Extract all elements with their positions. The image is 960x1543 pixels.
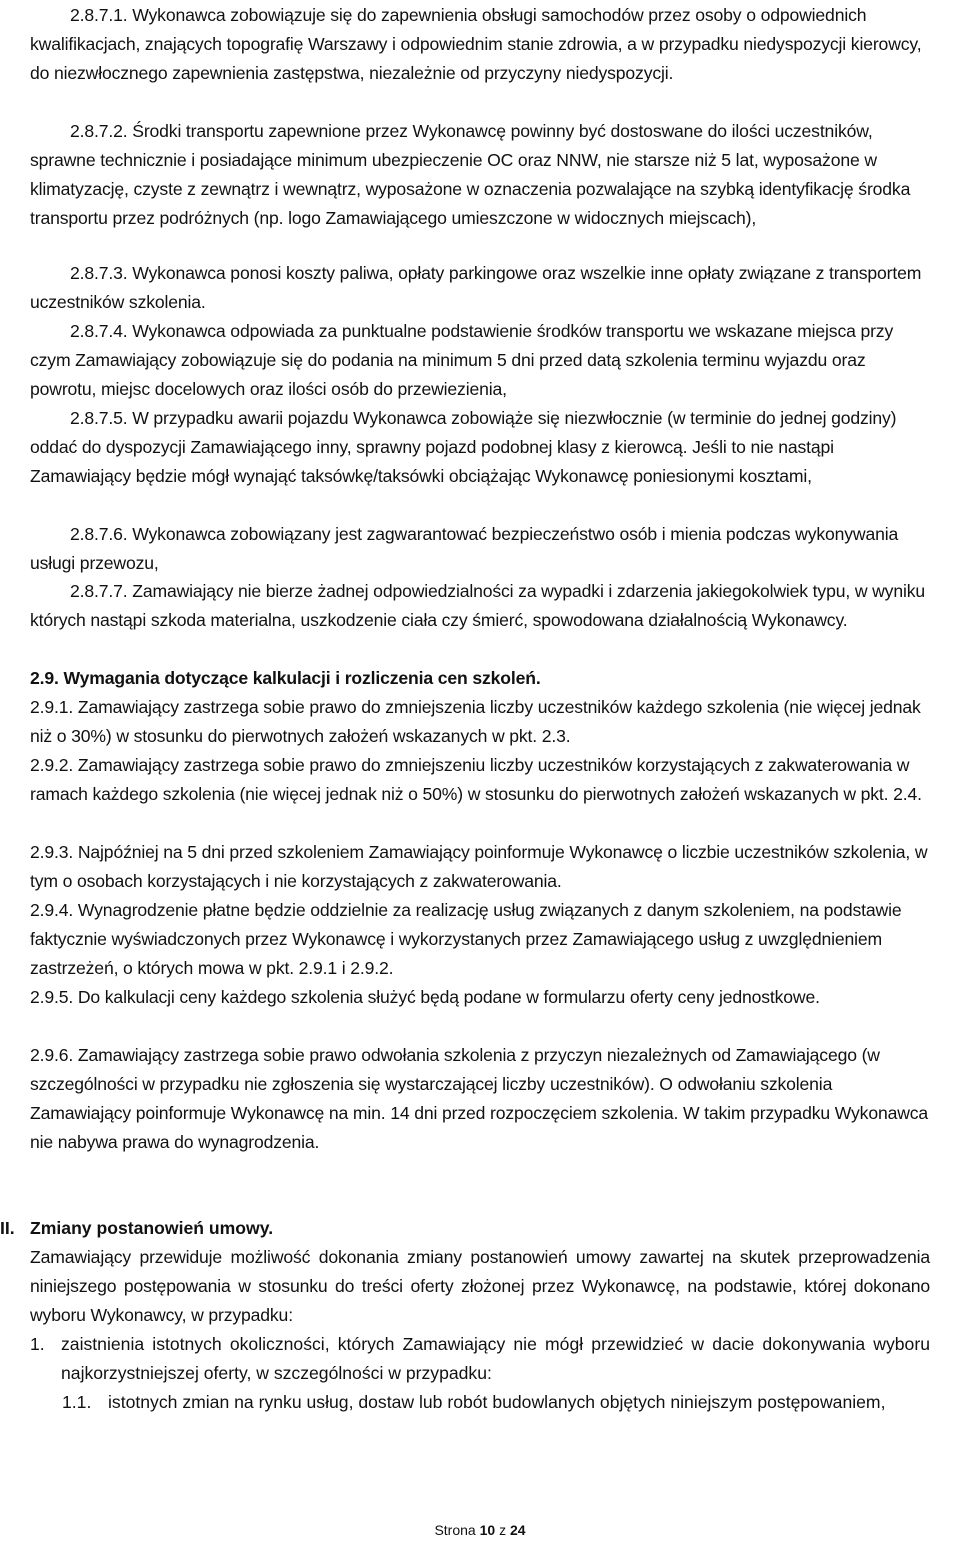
paragraph-2-8-7-3: 2.8.7.3. Wykonawca ponosi koszty paliwa, opłaty parkingowe oraz wszelkie inne opłaty związane z transportem uczestników szkolenia. xyxy=(30,263,922,312)
section-heading-ii xyxy=(0,1214,930,1243)
paragraph-2-8-7-2: 2.8.7.2. Środki transportu zapewnione przez Wykonawcę powinny być dostoswane do ilości uczestników, sprawne technicznie i posiadające minimum ubezpieczenie OC oraz NNW, nie starsze niż 5 lat, wyposażone w klimatyzację, czyste z zewnątrz i wewnątrz, wyposażone w oznaczenia pozwalające na szybką identyfikację środka transportu przez podróżnych (np. logo Zamawiającego umieszczone w widocznych miejscach), xyxy=(30,121,911,228)
list-item-number: 1.1. xyxy=(62,1392,92,1412)
paragraph-2-8-7-5: 2.8.7.5. W przypadku awarii pojazdu Wykonawca zobowiąże się niezwłocznie (w terminie do jednej godziny) oddać do dyspozycji Zamawiającego inny, sprawny pojazd podobnej klasy z kierowcą. Jeśli to nie nastąpi Zamawiający będzie mógł wynająć taksówkę/taksówki obciążając Wykonawcę poniesionymi kosztami, xyxy=(30,408,897,486)
list-item-text: istotnych zmian na rynku usług, dostaw lub robót budowlanych objętych niniejszym postępowaniem, xyxy=(108,1392,886,1412)
list-item-number: 1. xyxy=(30,1334,45,1354)
page-footer xyxy=(0,1521,960,1539)
section-numeral: II. xyxy=(0,1218,15,1238)
section-heading-2-9: 2.9. Wymagania dotyczące kalkulacji i rozliczenia cen szkoleń. xyxy=(30,668,541,688)
list-item-text: zaistnienia istotnych okoliczności, których Zamawiający nie mógł przewidzieć w dacie dokonywania wyboru najkorzystniejszej oferty, w szczególności w przypadku: xyxy=(61,1334,930,1383)
paragraph-2-8-7-1: 2.8.7.1. Wykonawca zobowiązuje się do zapewnienia obsługi samochodów przez osoby o odpowiednich kwalifikacjach, znających topografię Warszawy i odpowiednim stanie zdrowia, a w przypadku niedyspozycji kierowcy, do niezwłocznego zapewnienia zastępstwa, niezależnie od przyczyny niedyspozycji. xyxy=(30,5,922,83)
footer-page-total: 24 xyxy=(509,1522,526,1538)
paragraph-2-9-6: 2.9.6. Zamawiający zastrzega sobie prawo odwołania szkolenia z przyczyn niezależnych od Zamawiającego (w szczególności w przypadku nie zgłoszenia się wystarczającej liczby uczestników). O odwołaniu szkolenia Zamawiający poinformuje Wykonawcę na min. 14 dni przed rozpoczęciem szkolenia. W takim przypadku Wykonawca nie nabywa prawa do wynagrodzenia. xyxy=(30,1045,929,1152)
footer-page-number: 10 xyxy=(479,1522,496,1538)
paragraph-2-9-2: 2.9.2. Zamawiający zastrzega sobie prawo do zmniejszeniu liczby uczestników korzystających z zakwaterowania w ramach każdego szkolenia (nie więcej jednak niż o 50%) w stosunku do pierwotnych założeń wskazanych w pkt. 2.4. xyxy=(30,755,922,804)
list-item-1-1 xyxy=(62,1388,930,1417)
paragraph-2-9-4: 2.9.4. Wynagrodzenie płatne będzie oddzielnie za realizację usług związanych z danym szkoleniem, na podstawie faktycznie wyświadczonych przez Wykonawcę i wykorzystanych przez Zamawiającego usług z uwzględnieniem zastrzeżeń, o których mowa w pkt. 2.9.1 i 2.9.2. xyxy=(30,900,902,978)
paragraph-2-8-7-7: 2.8.7.7. Zamawiający nie bierze żadnej odpowiedzialności za wypadki i zdarzenia jakiegokolwiek typu, w wyniku których nastąpi szkoda materialna, uszkodzenie ciała czy śmierć, spowodowana działalnością Wykonawcy. xyxy=(30,581,925,630)
section-title: Zmiany postanowień umowy. xyxy=(30,1218,274,1238)
footer-prefix: Strona xyxy=(434,1522,476,1538)
section-ii-intro: Zamawiający przewiduje możliwość dokonania zmiany postanowień umowy zawartej na skutek przeprowadzenia niniejszego postępowania w stosunku do treści oferty złożonej przez Wykonawcę, na podstawie, której dokonano wyboru Wykonawcy, w przypadku: xyxy=(30,1247,930,1325)
paragraph-2-9-3: 2.9.3. Najpóźniej na 5 dni przed szkoleniem Zamawiający poinformuje Wykonawcę o liczbie uczestników szkolenia, w tym o osobach korzystających i nie korzystających z zakwaterowania. xyxy=(30,842,928,891)
footer-separator: z xyxy=(499,1522,507,1538)
paragraph-2-8-7-6: 2.8.7.6. Wykonawca zobowiązany jest zagwarantować bezpieczeństwo osób i mienia podczas wykonywania usługi przewozu, xyxy=(30,524,899,573)
paragraph-2-9-5: 2.9.5. Do kalkulacji ceny każdego szkolenia służyć będą podane w formularzu oferty ceny jednostkowe. xyxy=(30,987,820,1007)
list-item-1 xyxy=(30,1330,930,1388)
paragraph-2-8-7-4: 2.8.7.4. Wykonawca odpowiada za punktualne podstawienie środków transportu we wskazane miejsca przy czym Zamawiający zobowiązuje się do podania na minimum 5 dni przed datą szkolenia terminu wyjazdu oraz powrotu, miejsc docelowych oraz ilości osób do przewiezienia, xyxy=(30,321,894,399)
paragraph-2-9-1: 2.9.1. Zamawiający zastrzega sobie prawo do zmniejszenia liczby uczestników każdego szkolenia (nie więcej jednak niż o 30%) w stosunku do pierwotnych założeń wskazanych w pkt. 2.3. xyxy=(30,697,921,746)
